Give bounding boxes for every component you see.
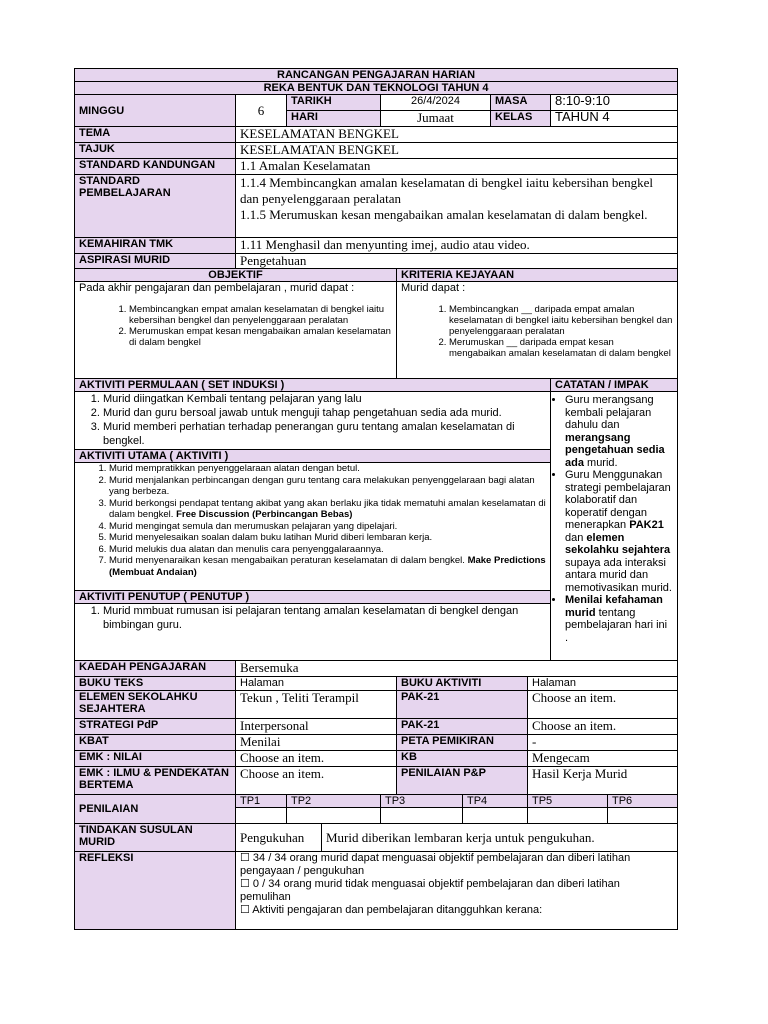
penilaian-label: PENILAIAN — [75, 795, 236, 824]
strategi-value: Interpersonal — [236, 719, 397, 735]
refleksi-line: ☐ Aktiviti pengajaran dan pembelajaran ditangguhkan kerana: — [240, 904, 543, 916]
kelas-label: KELAS — [491, 111, 551, 127]
permulaan-item: 1. Murid diingatkan Kembali tentang pelajaran yang lalu — [103, 392, 546, 406]
hari-label: HARI — [287, 111, 381, 127]
sp-item-1: 1.1.4 Membincangkan amalan keselamatan di bengkel iaitu kebersihan bengkel dan penyelenggaraan peralatan — [240, 175, 653, 206]
tema-label: TEMA — [75, 127, 236, 143]
title-line-1: RANCANGAN PENGAJARAN HARIAN — [75, 69, 678, 82]
kbat-label: KBAT — [75, 735, 236, 751]
utama-item: 4. Murid mengingat semula dan merumuskan pelajaran yang dipelajari. — [109, 521, 546, 533]
strategi-label: STRATEGI PdP — [75, 719, 236, 735]
elemen-label: ELEMEN SEKOLAHKU SEJAHTERA — [75, 691, 236, 719]
elemen-value: Tekun , Teliti Terampil — [236, 691, 397, 719]
tp-header: TP5 — [528, 795, 608, 808]
peta-label: PETA PEMIKIRAN — [397, 735, 528, 751]
penutup-content — [75, 604, 551, 661]
penutup-item: 1. Murid mmbuat rumusan isi pelajaran tentang amalan keselamatan di bengkel dengan bimbingan guru. — [103, 604, 546, 632]
hari-value: Jumaat — [381, 111, 491, 127]
pak21-label-a: PAK-21 — [397, 691, 528, 719]
kriteria-content — [397, 282, 678, 379]
utama-item: 6. Murid melukis dua alatan dan menulis cara penyenggalaraannya. — [109, 544, 546, 556]
standard-kandungan-label: STANDARD KANDUNGAN — [75, 159, 236, 175]
tp-header: TP2 — [287, 795, 381, 808]
refleksi-label: REFLEKSI — [75, 852, 236, 930]
tajuk-value: KESELAMATAN BENGKEL — [236, 143, 678, 159]
catatan-item-2: • Guru Menggunakan strategi pembelajaran kolaboratif dan koperatif dengan menerapkan PAK21 dan elemen sekolahku sejahtera supaya ada interaksi antara murid dan memotivasikan murid. — [565, 469, 673, 594]
utama-item: 7. Murid menyenaraikan kesan mengabaikan peraturan keselamatan di dalam bengkel. Make Predictions (Membuat Andaian) — [109, 555, 546, 578]
tema-value: KESELAMATAN BENGKEL — [236, 127, 678, 143]
tindakan-note: Murid diberikan lembaran kerja untuk pengukuhan. — [322, 824, 678, 852]
buku-teks-label: BUKU TEKS — [75, 677, 236, 691]
masa-label: MASA — [491, 95, 551, 111]
pak21-select-a[interactable]: Choose an item. — [528, 691, 678, 719]
tp-cell[interactable] — [528, 808, 608, 824]
buku-teks-value: Halaman — [236, 677, 397, 691]
permulaan-item: 2. Murid dan guru bersoal jawab untuk menguji tahap pengetahuan sedia ada murid. — [103, 406, 546, 420]
kaedah-value: Bersemuka — [236, 661, 678, 677]
utama-content — [75, 463, 551, 591]
peta-value: - — [528, 735, 678, 751]
tp-header: TP6 — [608, 795, 678, 808]
tp-cell[interactable] — [608, 808, 678, 824]
tp-cell[interactable] — [381, 808, 463, 824]
refleksi-line: ☐ 34 / 34 orang murid dapat menguasai objektif pembelajaran dan diberi latihan pengayaan / pengukuhan — [240, 852, 631, 877]
masa-value: 8:10-9:10 — [551, 95, 678, 111]
tp-cell[interactable] — [236, 808, 287, 824]
objektif-intro: Pada akhir pengajaran dan pembelajaran , murid dapat : — [79, 282, 355, 294]
permulaan-item: 3. Murid memberi perhatian terhadap penerangan guru tentang amalan keselamatan di bengkel. — [103, 420, 546, 448]
permulaan-header: AKTIVITI PERMULAAN ( SET INDUKSI ) — [75, 379, 551, 392]
kriteria-item: 1. Membincangkan __ daripada empat amalan keselamatan di bengkel iaitu kebersihan bengkel dan penyelenggaraan peralatan — [449, 304, 673, 337]
standard-pembelajaran-value — [236, 175, 678, 238]
tp-header: TP1 — [236, 795, 287, 808]
utama-item: 3. Murid berkongsi pendapat tentang akibat yang akan berlaku jika tidak mematuhi amalan keselamatan di dalam bengkel. Free Discussion (Perbincangan Bebas) — [109, 498, 546, 521]
permulaan-content — [75, 392, 551, 450]
emk-ilmu-select[interactable]: Choose an item. — [236, 767, 397, 795]
utama-item: 1. Murid mempratikkan penyenggelaraan alatan dengan betul. — [109, 463, 546, 475]
kriteria-header: KRITERIA KEJAYAAN — [397, 269, 678, 282]
standard-kandungan-value: 1.1 Amalan Keselamatan — [236, 159, 678, 175]
refleksi-content — [236, 852, 678, 930]
aspirasi-value: Pengetahuan — [236, 254, 678, 269]
kaedah-label: KAEDAH PENGAJARAN — [75, 661, 236, 677]
catatan-item-3: • Menilai kefahaman murid tentang pembelajaran hari ini . — [565, 594, 673, 644]
tindakan-value: Pengukuhan — [236, 824, 322, 852]
kelas-value: TAHUN 4 — [551, 111, 678, 127]
lesson-plan-table — [74, 68, 678, 930]
emk-ilmu-label: EMK : ILMU & PENDEKATAN BERTEMA — [75, 767, 236, 795]
utama-header: AKTIVITI UTAMA ( AKTIVITI ) — [75, 450, 551, 463]
kemahiran-tmk-value: 1.11 Menghasil dan menyunting imej, audio atau video. — [236, 238, 678, 254]
emk-nilai-label: EMK : NILAI — [75, 751, 236, 767]
objektif-content — [75, 282, 397, 379]
tp-header: TP3 — [381, 795, 463, 808]
minggu-value: 6 — [236, 95, 287, 127]
aspirasi-label: ASPIRASI MURID — [75, 254, 236, 269]
catatan-item-1: • Guru merangsang kembali pelajaran dahulu dan merangsang pengetahuan sedia ada murid. — [565, 394, 673, 469]
penutup-header: AKTIVITI PENUTUP ( PENUTUP ) — [75, 591, 551, 604]
kb-value: Mengecam — [528, 751, 678, 767]
minggu-label: MINGGU — [75, 95, 236, 127]
sp-item-2: 1.1.5 Merumuskan kesan mengabaikan amalan keselamatan di dalam bengkel. — [240, 207, 648, 222]
tp-header: TP4 — [463, 795, 528, 808]
buku-aktiviti-value: Halaman — [528, 677, 678, 691]
tp-cell[interactable] — [463, 808, 528, 824]
catatan-content — [551, 392, 678, 661]
standard-pembelajaran-label: STANDARD PEMBELAJARAN — [75, 175, 236, 238]
kemahiran-tmk-label: KEMAHIRAN TMK — [75, 238, 236, 254]
emk-nilai-select[interactable]: Choose an item. — [236, 751, 397, 767]
tp-cell[interactable] — [287, 808, 381, 824]
lesson-plan-document — [74, 68, 677, 930]
pak21-label-b: PAK-21 — [397, 719, 528, 735]
objektif-item: 1. Membincangkan empat amalan keselamatan di bengkel iaitu kebersihan bengkel dan penyelenggaraan peralatan — [129, 304, 392, 326]
penilaian-pp-label: PENILAIAN P&P — [397, 767, 528, 795]
refleksi-line: ☐ 0 / 34 orang murid tidak menguasai objektif pembelajaran dan diberi latihan pemulihan — [240, 878, 620, 903]
pak21-select-b[interactable]: Choose an item. — [528, 719, 678, 735]
kb-label: KB — [397, 751, 528, 767]
tajuk-label: TAJUK — [75, 143, 236, 159]
kriteria-intro: Murid dapat : — [401, 282, 466, 294]
penilaian-pp-value: Hasil Kerja Murid — [528, 767, 678, 795]
utama-item: 5. Murid menyelesaikan soalan dalam buku latihan Murid diberi lembaran kerja. — [109, 532, 546, 544]
buku-aktiviti-label: BUKU AKTIVITI — [397, 677, 528, 691]
tindakan-label: TINDAKAN SUSULAN MURID — [75, 824, 236, 852]
kbat-value: Menilai — [236, 735, 397, 751]
title-line-2: REKA BENTUK DAN TEKNOLOGI TAHUN 4 — [75, 82, 678, 95]
objektif-item: 2. Merumuskan empat kesan mengabaikan amalan keselamatan di dalam bengkel — [129, 326, 392, 348]
tarikh-label: TARIKH — [287, 95, 381, 111]
utama-item: 2. Murid menjalankan perbincangan dengan guru tentang cara melakukan penyenggelaraan bagi alatan yang berbeza. — [109, 475, 546, 498]
tarikh-value: 26/4/2024 — [381, 95, 491, 111]
kriteria-item: 2. Merumuskan __ daripada empat kesan mengabaikan amalan keselamatan di dalam bengkel — [449, 337, 673, 359]
catatan-header: CATATAN / IMPAK — [551, 379, 678, 392]
objektif-header: OBJEKTIF — [75, 269, 397, 282]
